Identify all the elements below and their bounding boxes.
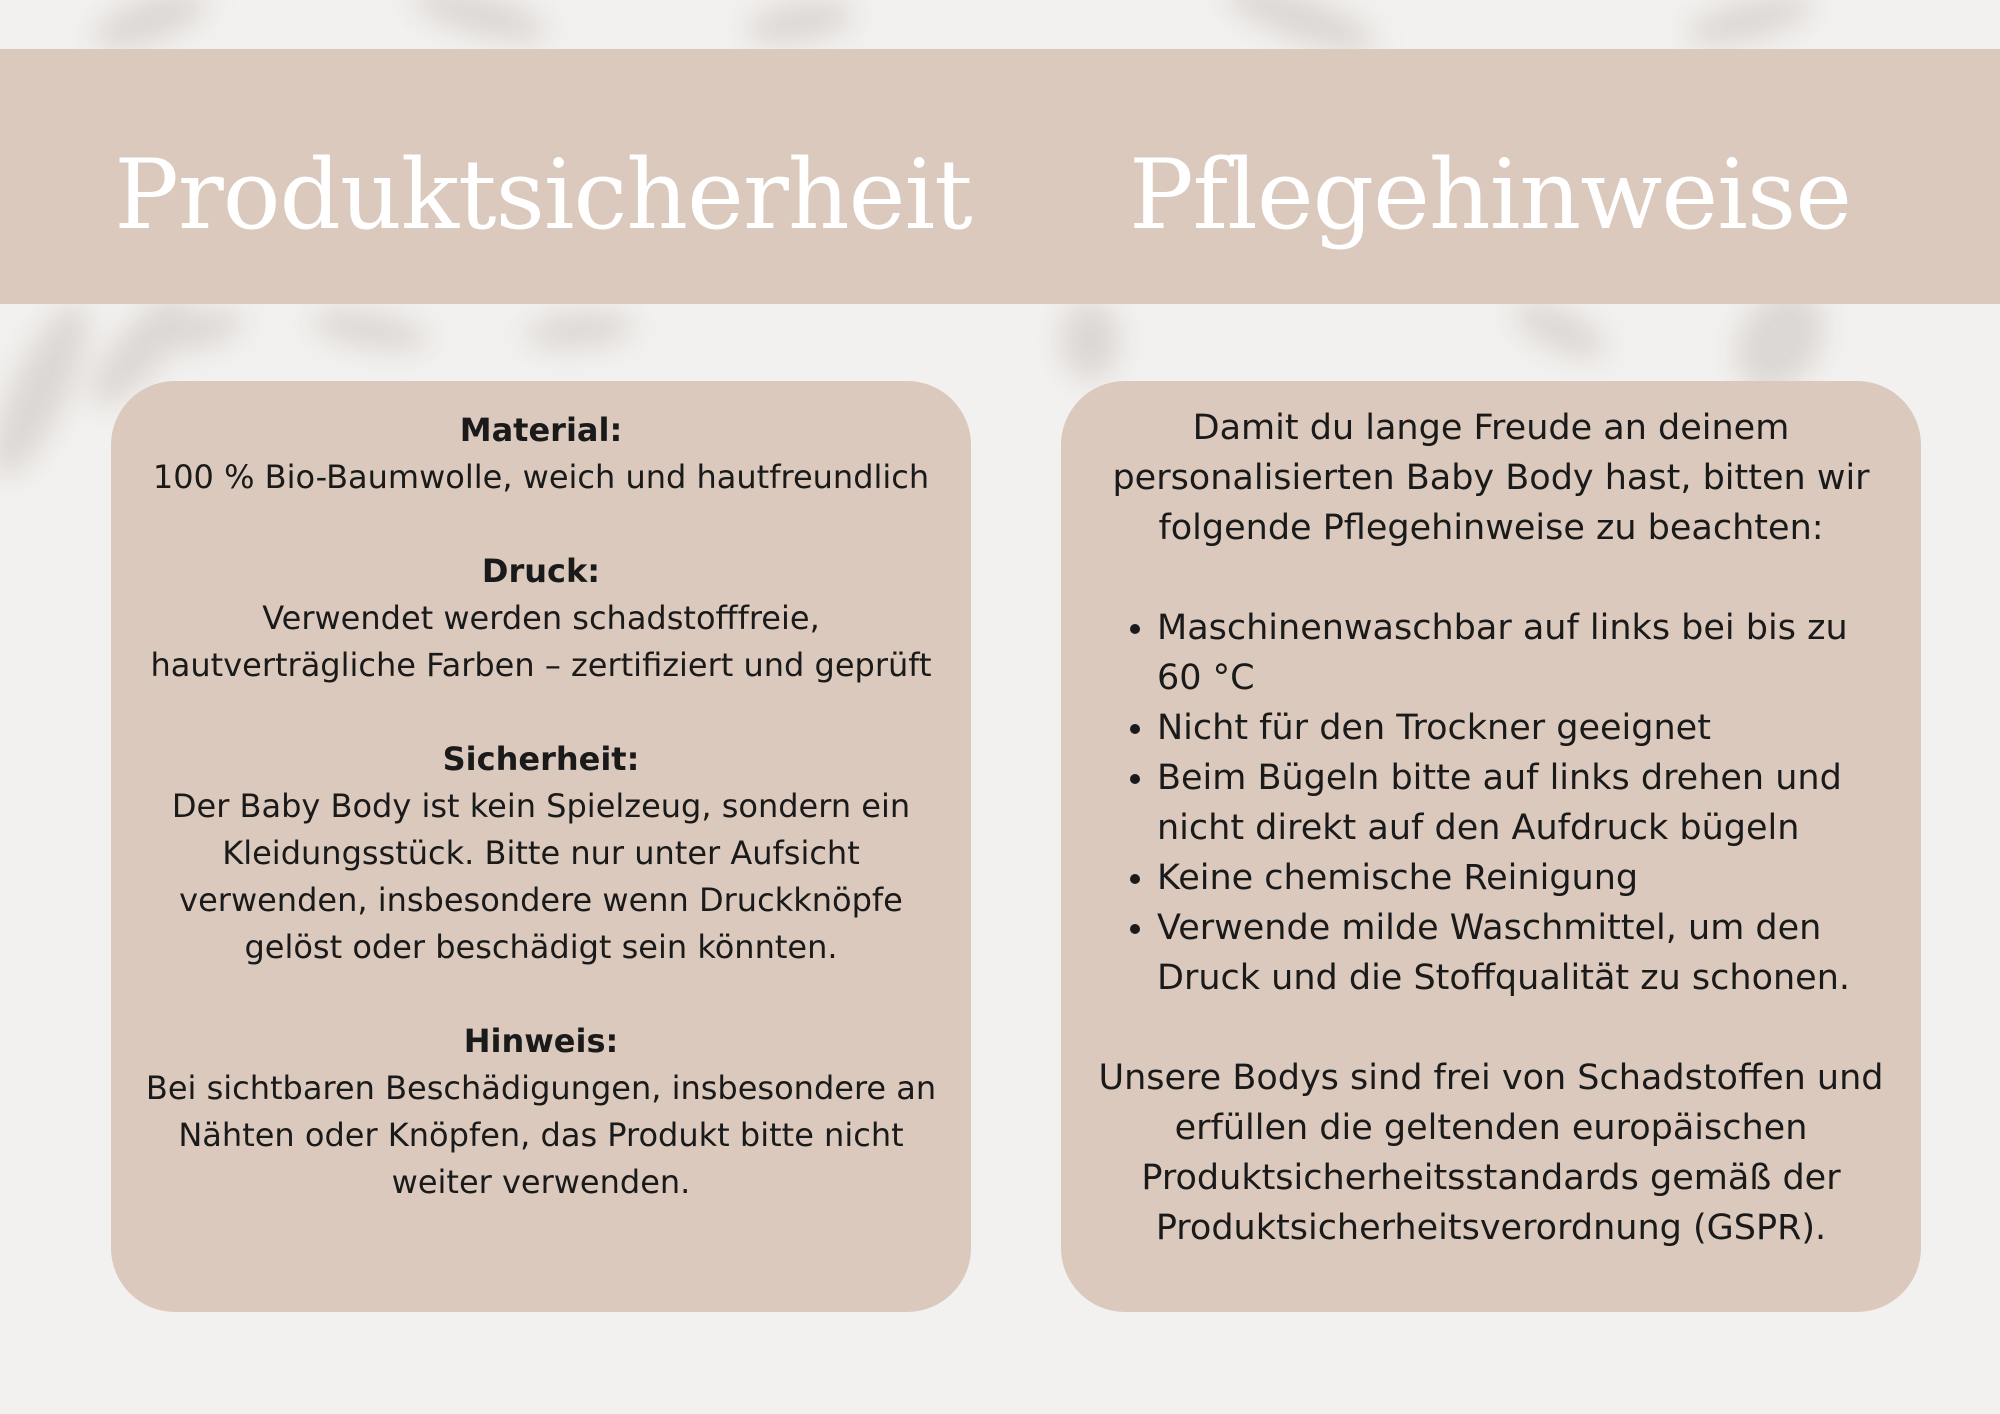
list-item: • Beim Bügeln bitte auf links drehen und nicht direkt auf den Aufdruck bügeln — [1157, 753, 1885, 853]
care-outro: Unsere Bodys sind frei von Schadstoffen und erfüllen die geltenden europäischen Produktsicherheitsstandards gemäß der Produktsicherheitsverordnung (GSPR). — [1098, 1058, 1884, 1248]
list-item: • Nicht für den Trockner geeignet — [1157, 703, 1885, 753]
print-text: Verwendet werden schadstofffreie, hautverträgliche Farben – zertifiziert und geprüft — [150, 599, 932, 684]
care-instructions-heading: Pflegehinweise — [1128, 139, 1852, 251]
safety-title: Sicherheit: — [442, 740, 640, 778]
notice-section — [131, 1018, 951, 1206]
list-item: • Verwende milde Waschmittel, um den Druck und die Stoffqualität zu schonen. — [1157, 903, 1885, 1003]
care-intro: Damit du lange Freude an deinem personalisierten Baby Body hast, bitten wir folgende Pflegehinweise zu beachten: — [1112, 408, 1870, 548]
print-title: Druck: — [481, 552, 601, 590]
product-safety-card — [111, 381, 971, 1312]
safety-section — [131, 736, 951, 971]
material-text: 100 % Bio-Baumwolle, weich und hautfreundlich — [152, 458, 930, 496]
care-instructions-card — [1061, 381, 1921, 1312]
list-item: • Keine chemische Reinigung — [1157, 853, 1885, 903]
notice-title: Hinweis: — [463, 1022, 619, 1060]
safety-text: Der Baby Body ist kein Spielzeug, sondern ein Kleidungsstück. Bitte nur unter Aufsicht verwenden, insbesondere wenn Druckknöpfe gelöst oder beschädigt sein könnten. — [171, 787, 911, 966]
list-item: • Maschinenwaschbar auf links bei bis zu 60 °C — [1157, 603, 1885, 703]
print-section — [131, 548, 951, 689]
material-section — [131, 407, 951, 501]
notice-text: Bei sichtbaren Beschädigungen, insbesondere an Nähten oder Knöpfen, das Produkt bitte nicht weiter verwenden. — [145, 1069, 937, 1201]
material-title: Material: — [459, 411, 623, 449]
product-safety-heading: Produktsicherheit — [114, 139, 972, 251]
care-list — [1097, 603, 1885, 1003]
